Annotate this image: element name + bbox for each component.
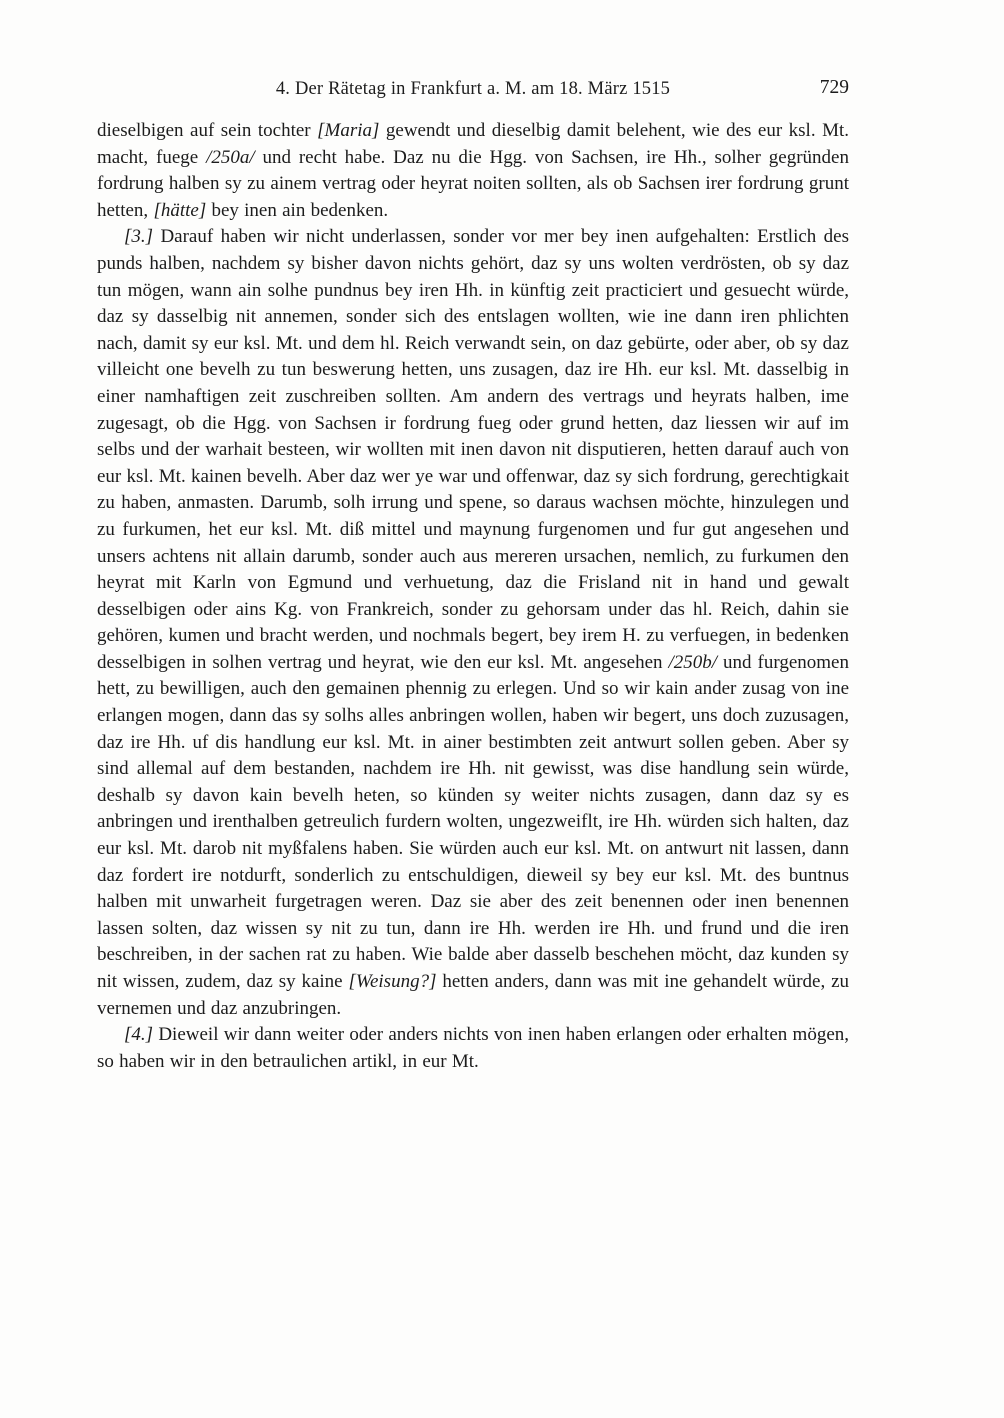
text-segment: [3.] xyxy=(124,226,154,248)
header-title: 4. Der Rätetag in Frankfurt a. M. am 18. März 1515 xyxy=(275,79,671,99)
text-segment: und furgenomen hett, zu bewilligen, auch den gemainen phennig zu erlegen. Und so wir kain ander zusag von ine erlangen mogen, dann das sy solhs alles anbringen wollen, haben wir begert, uns doch zuzusagen, daz ire Hh. uf dis handlung eur ksl. Mt. in ainer bestimbten zeit antwurt sollen geben. Aber sy sind allemal auf dem bestanden, nachdem ire Hh. nit gewisst, was dise handlung sein würde, deshalb sy davon kain bevelh heten, so künden sy weiter nichts zusagen, dann daz sy es anbringen und irenthalben getreulich furdern wolten, ungezweiflt, ire Hh. würden sich halten, daz eur ksl. Mt. darob nit myßfalens haben. Sie würden auch eur ksl. Mt. on antwurt nit lassen, dann daz fordert ire notdurft, sonderlich zu entschuldigen, dieweil sy bey eur ksl. Mt. des buntnus halben mit unwarheit furgetragen weren. Daz sie aber des zeit benennen oder inen benennen lassen solten, daz wissen sy nit zu tun, dann ire Hh. werden ire Hh. und frund und die iren beschreiben, in der sachen rat zu haben. Wie balde aber dasselb beschehen möcht, daz kunden sy nit wissen, zudem, daz sy kaine xyxy=(97,651,849,992)
text-segment: dieselbigen auf sein tochter xyxy=(97,120,318,141)
running-header xyxy=(97,76,849,102)
page-content xyxy=(97,76,849,1075)
text-segment: und recht habe. Daz nu die Hgg. von Sachsen, ire Hh., solher gegründen fordrung halben sy zu ainem vertrag oder heyrat noiten sollten, als ob Sachsen irer fordrung grunt hetten, xyxy=(97,146,849,221)
text-segment: /250b/ xyxy=(668,651,718,673)
text-segment: [4.] xyxy=(124,1024,154,1046)
text-segment: [Weisung?] xyxy=(348,971,437,992)
page-body xyxy=(97,118,849,1075)
text-segment: Darauf haben wir nicht underlassen, sonder vor mer bey inen aufgehalten: Erstlich des punds halben, nachdem sy bisher davon nichts gehört, daz sy uns wolten verdrösten, ob sy daz tun mögen, wann ain solhe pundnus bey iren Hh. in künftig zeit practiciert und gesuecht würde, daz sy dasselbig nit annemen, sonder sich des entslagen wollten, wie ine dann iren phlichten nach, damit sy eur ksl. Mt. und dem hl. Reich verwandt sein, on daz gebürte, oder aber, ob sy daz villeicht one bevelh zu tun beswerung hetten, uns zusagen, daz ire Hh. eur ksl. Mt. dasselbig in einer namhaftigen zeit zuschreiben sollten. Am andern des vertrags und heyrats halben, ime zugesagt, ob die Hgg. von Sachsen ir fordrung fueg oder grund hetten, daz liessen wir auf im selbs und der warhait besteen, wir wollten mit inen davon nit disputieren, hetten darauf auch von eur ksl. Mt. kainen bevelh. Aber daz wer ye war und offenwar, daz sy sich fordrung, gerechtigkait zu haben, anmasten. Darumb, solh irrung und spene, so daraus wachsen möchte, hinzulegen und zu furkumen, het eur ksl. Mt. diß mittel und maynung furgenomen und fur gut angesehen und unsers achtens nit allain darumb, sonder auch aus mereren ursachen, nemlich, zu furkumen den heyrat mit Karln von Egmund und verhuetung, daz die Frisland nit in hand und gewalt desselbigen oder ains Kg. von Frankreich, sonder zu gehorsam under das hl. Reich, dahin sie gehören, kumen und bracht werden, und nochmals begert, bey irem H. zu verfuegen, in bedenken desselbigen in solhen vertrag und heyrat, wie den eur ksl. Mt. angesehen xyxy=(97,226,849,673)
text-segment: /250a/ xyxy=(206,146,255,168)
text-segment: gewendt und dieselbig damit belehent, wie des eur ksl. Mt. macht, fuege xyxy=(97,120,849,168)
paragraph xyxy=(97,118,849,224)
paragraph xyxy=(97,224,849,1022)
text-segment: Dieweil wir dann weiter oder anders nichts von inen haben erlangen oder erhalten mögen, so haben wir in den betraulichen artikl, in eur Mt. xyxy=(97,1024,849,1072)
paragraph xyxy=(97,1022,849,1075)
page-number: 729 xyxy=(819,77,849,98)
text-segment: hetten anders, dann was mit ine gehandelt würde, zu vernemen und daz anzubringen. xyxy=(97,971,849,1019)
text-segment: [Maria] xyxy=(317,120,380,141)
text-segment: [hätte] xyxy=(153,199,207,221)
text-segment: bey inen ain bedenken. xyxy=(206,199,389,221)
